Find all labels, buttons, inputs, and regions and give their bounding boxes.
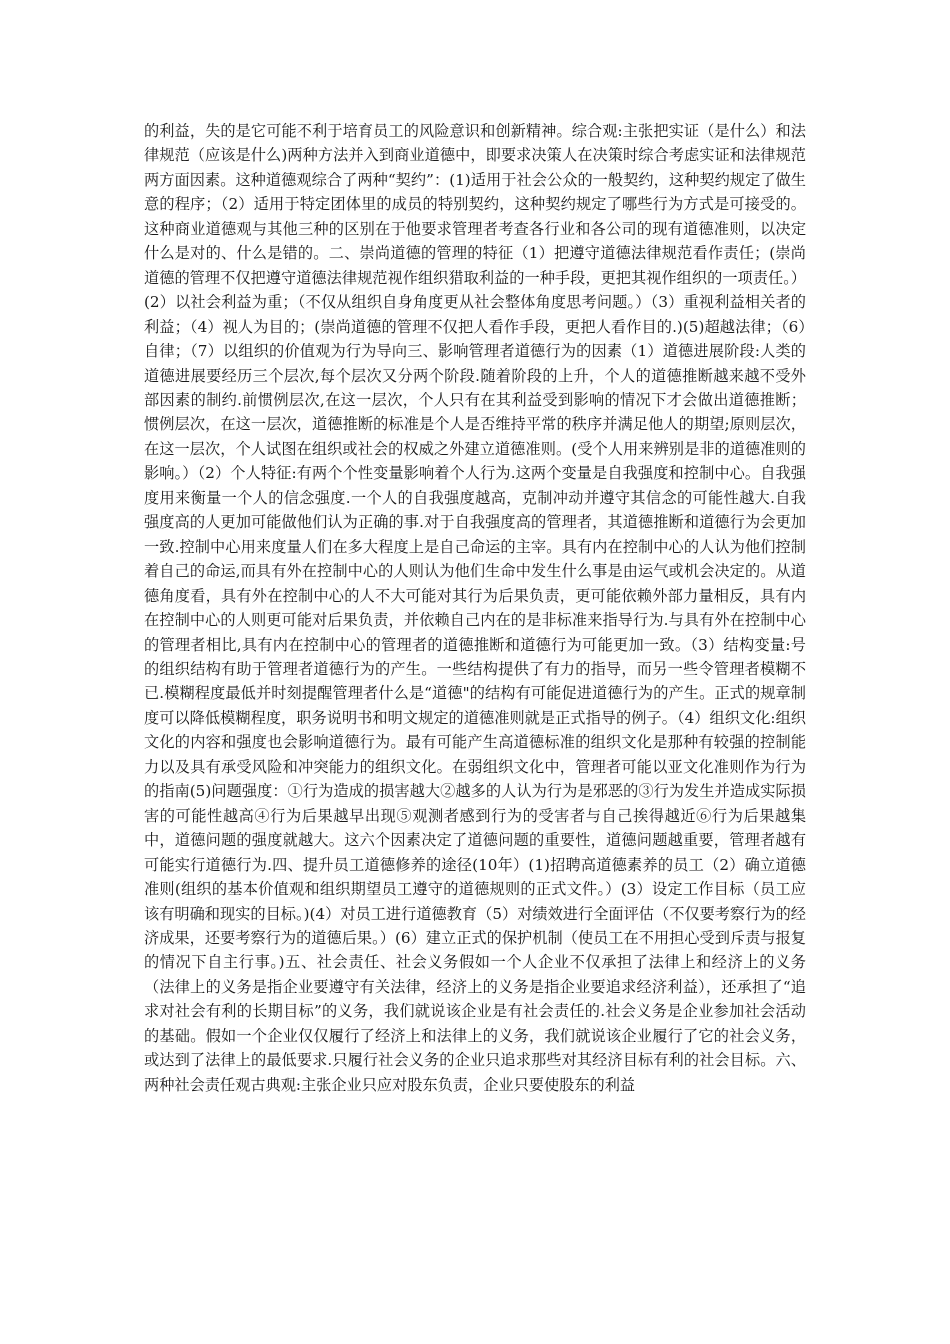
document-page [144, 119, 806, 1097]
body-paragraph: 的利益，失的是它可能不利于培育员工的风险意识和创新精神。综合观:主张把实证（是什么）和法律规范（应该是什么)两种方法并入到商业道德中，即要求决策人在决策时综合考虑实证和法律规范两方面因素。这种道德观综合了两种“契约”：(1)适用于社会公众的一般契约，这种契约规定了做生意的程序；（2）适用于特定团体里的成员的特别契约，这种契约规定了哪些行为方式是可接受的。这种商业道德观与其他三种的区别在于他要求管理者考查各行业和各公司的现有道德准则，以决定什么是对的、什么是错的。二、崇尚道德的管理的特征（1）把遵守道德法律规范看作责任；(崇尚道德的管理不仅把遵守道德法律规范视作组织猎取利益的一种手段，更把其视作组织的一项责任。）(2）以社会利益为重；（不仅从组织自身角度更从社会整体角度思考问题。）（3）重视利益相关者的利益；（4）视人为目的；(崇尚道德的管理不仅把人看作手段，更把人看作目的.)(5)超越法律；（6）自律；（7）以组织的价值观为行为导向三、影响管理者道德行为的因素（1）道德进展阶段:人类的道德进展要经历三个层次,每个层次又分两个阶段.随着阶段的上升，个人的道德推断越来越不受外部因素的制约.前惯例层次,在这一层次，个人只有在其利益受到影响的情况下才会做出道德推断；惯例层次，在这一层次，道德推断的标准是个人是否维持平常的秩序并满足他人的期望;原则层次，在这一层次，个人试图在组织或社会的权威之外建立道德准则。(受个人用来辨别是非的道德准则的影响。）（2）个人特征:有两个个性变量影响着个人行为.这两个变量是自我强度和控制中心。自我强度用来衡量一个人的信念强度.一个人的自我强度越高，克制冲动并遵守其信念的可能性越大.自我强度高的人更加可能做他们认为正确的事.对于自我强度高的管理者，其道德推断和道德行为会更加一致.控制中心用来度量人们在多大程度上是自己命运的主宰。具有内在控制中心的人认为他们控制着自己的命运,而具有外在控制中心的人则认为他们生命中发生什么事是由运气或机会决定的。从道德角度看，具有外在控制中心的人不大可能对其行为后果负责，更可能依赖外部力量相反，具有内在控制中心的人则更可能对后果负责，并依赖自己内在的是非标准来指导行为.与具有外在控制中心的管理者相比,具有内在控制中心的管理者的道德推断和道德行为可能更加一致。（3）结构变量:号的组织结构有助于管理者道德行为的产生。一些结构提供了有力的指导，而另一些令管理者模糊不已.模糊程度最低并时刻提醒管理者什么是“道德"的结构有可能促进道德行为的产生。正式的规章制度可以降低模糊程度，职务说明书和明文规定的道德准则就是正式指导的例子。（4）组织文化:组织文化的内容和强度也会影响道德行为。最有可能产生高道德标准的组织文化是那种有较强的控制能力以及具有承受风险和冲突能力的组织文化。在弱组织文化中，管理者可能以亚文化准则作为行为的指南(5)问题强度：①行为造成的损害越大②越多的人认为行为是邪恶的③行为发生并造成实际损害的可能性越高④行为后果越早出现⑤观测者感到行为的受害者与自己挨得越近⑥行为后果越集中，道德问题的强度就越大。这六个因素决定了道德问题的重要性，道德问题越重要，管理者越有可能实行道德行为.四、提升员工道德修养的途径(10年）(1)招聘高道德素养的员工（2）确立道德准则(组织的基本价值观和组织期望员工遵守的道德规则的正式文件。）(3）设定工作目标（员工应该有明确和现实的目标。)(4）对员工进行道德教育（5）对绩效进行全面评估（不仅要考察行为的经济成果，还要考察行为的道德后果。）(6）建立正式的保护机制（使员工在不用担心受到斥责与报复的情况下自主行事。)五、社会责任、社会义务假如一个人企业不仅承担了法律上和经济上的义务（法律上的义务是指企业要遵守有关法律，经济上的义务是指企业要追求经济利益），还承担了“追求对社会有利的长期目标”的义务，我们就说该企业是有社会责任的.社会义务是企业参加社会活动的基础。假如一个企业仅仅履行了经济上和法律上的义务，我们就说该企业履行了它的社会义务，或达到了法律上的最低要求.只履行社会义务的企业只追求那些对其经济目标有利的社会目标。六、两种社会责任观古典观:主张企业只应对股东负责，企业只要使股东的利益 [144, 122, 806, 1094]
